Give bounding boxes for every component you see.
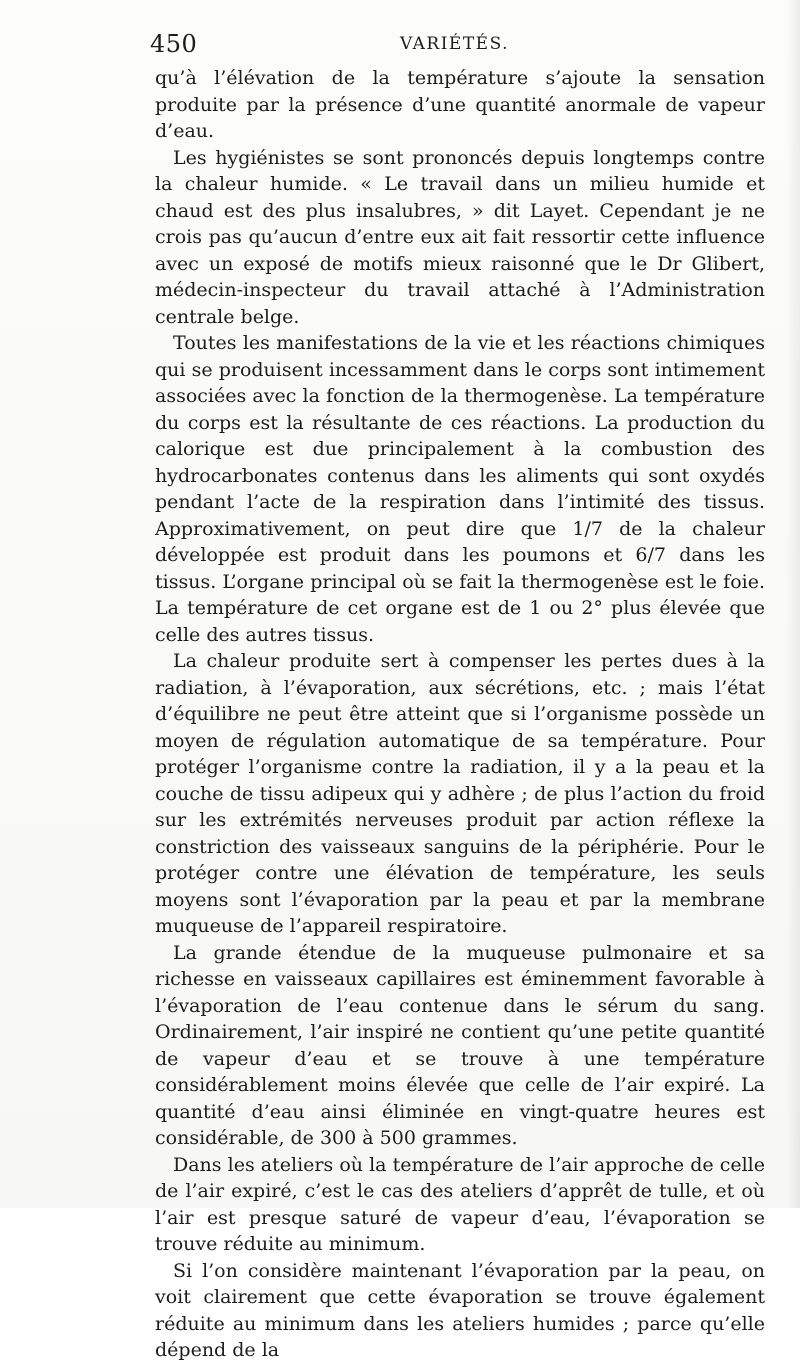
paragraph-3: Toutes les manifestations de la vie et les réactions chimiques qui se produisent incessamment dans le corps sont intimement associées avec la fonction de la thermogenèse. La température du corps est la résultante de ces réactions. La production du calorique est due principalement à la combustion des hydrocarbonates contenus dans les aliments qui sont oxydés pendant l’acte de la respiration dans l’intimité des tissus. Approximativement, on peut dire que 1/7 de la chaleur développée est produit dans les poumons et 6/7 dans les tissus. L’organe principal où se fait la thermogenèse est le foie. La température de cet organe est de 1 ou 2° plus élevée que celle des autres tissus. xyxy=(155,332,765,646)
page-number: 450 xyxy=(150,30,198,58)
paragraph-6: Dans les ateliers où la température de l’air approche de celle de l’air expiré, c’est le cas des ateliers d’apprêt de tulle, et où l’air est presque saturé de vapeur d’eau, l’évaporation se trouve réduite au minimum. xyxy=(155,1153,765,1255)
body-text xyxy=(155,65,765,1364)
paragraph-5: La grande étendue de la muqueuse pulmonaire et sa richesse en vaisseaux capillaires est éminemment favorable à l’évaporation de l’eau contenue dans le sérum du sang. Ordinairement, l’air inspiré ne contient qu’une petite quantité de vapeur d’eau et se trouve à une température considérablement moins élevée que celle de l’air expiré. La quantité d’eau ainsi éliminée en vingt-quatre heures est considérable, de 300 à 500 grammes. xyxy=(155,941,765,1149)
running-title: VARIÉTÉS. xyxy=(400,34,510,54)
page-header xyxy=(140,30,760,64)
page-edge-shadow xyxy=(786,0,800,1208)
paragraph-7: Si l’on considère maintenant l’évaporation par la peau, on voit clairement que cette évaporation se trouve également réduite au minimum dans les ateliers humides ; parce qu’elle dépend de la xyxy=(155,1259,765,1361)
paragraph-4: La chaleur produite sert à compenser les pertes dues à la radiation, à l’évaporation, aux sécrétions, etc. ; mais l’état d’équilibre ne peut être atteint que si l’organisme possède un moyen de régulation automatique de sa température. Pour protéger l’organisme contre la radiation, il y a la peau et la couche de tissu adipeux qui y adhère ; de plus l’action du froid sur les extrémités nerveuses produit par action réflexe la constriction des vaisseaux sanguins de la périphérie. Pour le protéger contre une élévation de température, les seuls moyens sont l’évaporation par la peau et par la membrane muqueuse de l’appareil respiratoire. xyxy=(155,650,765,937)
paragraph-2: Les hygiénistes se sont prononcés depuis longtemps contre la chaleur humide. « Le travail dans un milieu humide et chaud est des plus insalubres, » dit Layet. Cependant je ne crois pas qu’aucun d’entre eux ait fait ressortir cette influence avec un exposé de motifs mieux raisonné que le Dr Glibert, médecin-inspecteur du travail attaché à l’Administration centrale belge. xyxy=(155,146,765,328)
paragraph-1: qu’à l’élévation de la température s’ajoute la sensation produite par la présence d’une quantité anormale de vapeur d’eau. xyxy=(155,67,765,142)
